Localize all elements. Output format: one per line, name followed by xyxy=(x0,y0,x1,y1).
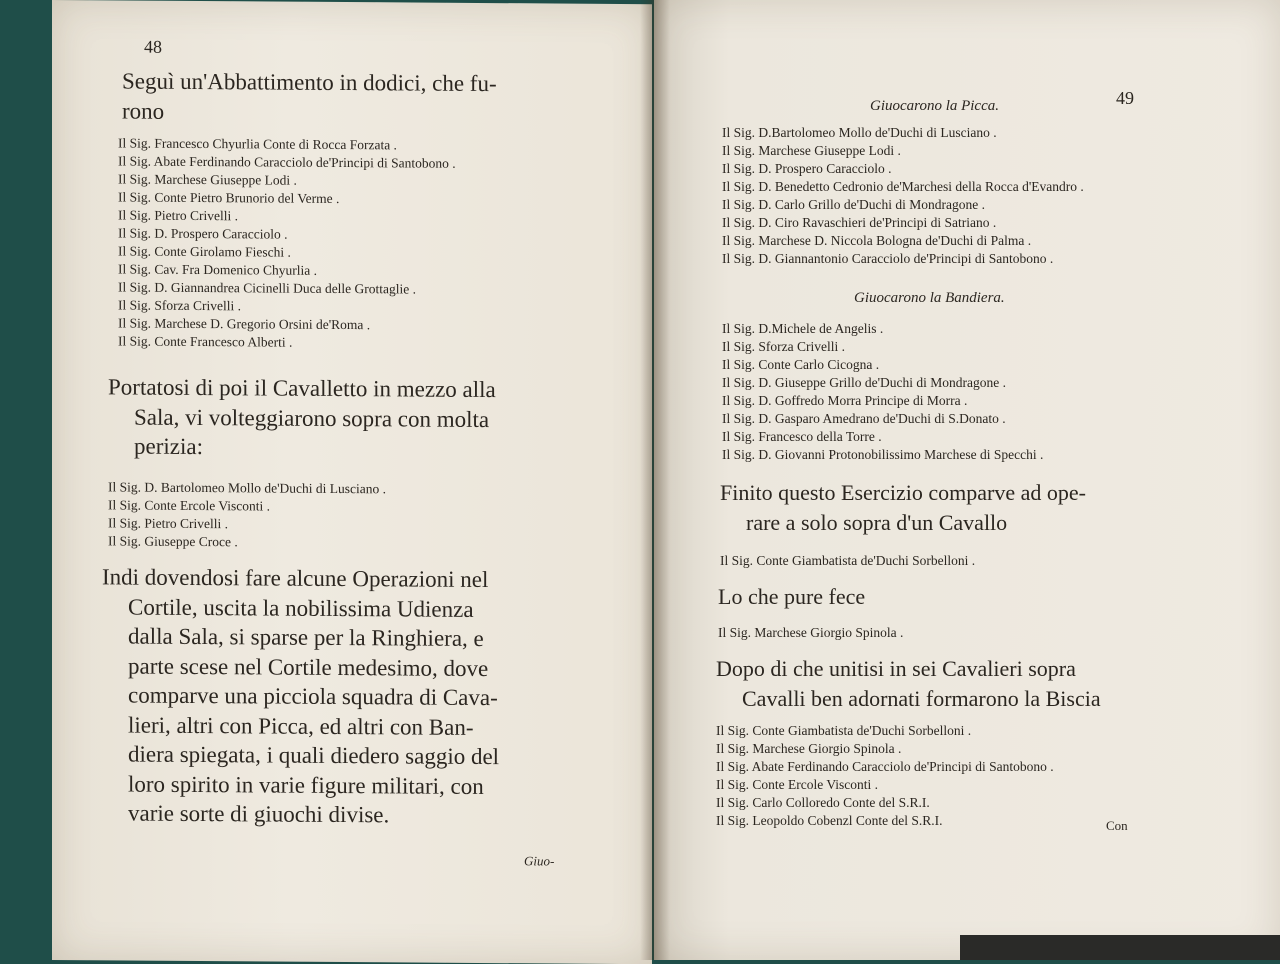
list-item: Il Sig. Marchese D. Niccola Bologna de'Duchi di Palma . xyxy=(722,233,1032,248)
paragraph xyxy=(720,478,1086,537)
paragraph xyxy=(102,562,499,830)
paragraph-line: Dopo di che unitisi in sei Cavalieri sopra xyxy=(716,656,1076,681)
heading-line: rono xyxy=(122,98,165,124)
list-item: Il Sig. D.Michele de Angelis . xyxy=(722,321,884,336)
heading-line: Seguì un'Abbattimento in dodici, che fu- xyxy=(122,68,497,97)
list-item: Il Sig. Pietro Crivelli . xyxy=(108,515,228,532)
list-item: Il Sig. Conte Carlo Cicogna . xyxy=(722,357,880,372)
list-item: Il Sig. Abate Ferdinando Caracciolo de'Principi di Santobono . xyxy=(118,153,456,171)
name-list xyxy=(118,134,456,352)
list-item: Il Sig. Conte Giambatista de'Duchi Sorbelloni . xyxy=(716,723,972,738)
paragraph-line: rare a solo sopra d'un Cavallo xyxy=(746,509,1008,535)
list-item: Il Sig. Marchese D. Gregorio Orsini de'Roma . xyxy=(118,315,371,333)
name-list xyxy=(722,124,1084,268)
paragraph-line: Cavalli ben adornati formarono la Biscia xyxy=(742,685,1101,711)
list-item: Il Sig. Marchese Giuseppe Lodi . xyxy=(722,143,901,158)
list-item: Il Sig. D. Benedetto Cedronio de'Marchesi della Rocca d'Evandro . xyxy=(722,179,1084,194)
paragraph-line: Portatosi di poi il Cavalletto in mezzo alla xyxy=(108,374,496,403)
list-item: Il Sig. D. Carlo Grillo de'Duchi di Mondragone . xyxy=(722,197,986,212)
list-item: Il Sig. Conte Pietro Brunorio del Verme . xyxy=(118,189,340,207)
list-item: Il Sig. D.Bartolomeo Mollo de'Duchi di Lusciano . xyxy=(722,125,997,140)
paragraph-line: loro spirito in varie figure militari, con xyxy=(128,771,484,799)
list-item: Il Sig. D. Ciro Ravaschieri de'Principi di Satriano . xyxy=(722,215,997,230)
list-item: Il Sig. Conte Ercole Visconti . xyxy=(716,777,879,792)
list-item: Il Sig. Cav. Fra Domenico Chyurlia . xyxy=(118,261,317,278)
catchword: Giuo- xyxy=(524,853,555,869)
book-gutter xyxy=(640,0,670,960)
paragraph-line: varie sorte di giuochi divise. xyxy=(128,800,390,828)
paragraph-line: Lo che pure fece xyxy=(718,584,866,609)
list-item: Il Sig. D. Giovanni Protonobilissimo Marchese di Specchi . xyxy=(722,447,1044,462)
list-item: Il Sig. Carlo Colloredo Conte del S.R.I. xyxy=(716,795,930,810)
page-number: 48 xyxy=(144,36,162,57)
paragraph xyxy=(716,654,1101,713)
list-item: Il Sig. Sforza Crivelli . xyxy=(722,339,845,354)
list-item: Il Sig. Francesco Chyurlia Conte di Rocca Forzata . xyxy=(118,135,397,153)
paragraph-line: dalla Sala, si sparse per la Ringhiera, e xyxy=(128,623,484,652)
paragraph xyxy=(718,582,865,612)
list-item: Il Sig. Abate Ferdinando Caracciolo de'Principi di Santobono . xyxy=(716,759,1054,774)
paragraph-line: lieri, altri con Picca, ed altri con Ban- xyxy=(128,712,474,740)
list-item: Il Sig. Giuseppe Croce . xyxy=(108,533,238,550)
list-item: Il Sig. D. Giannantonio Caracciolo de'Principi di Santobono . xyxy=(722,251,1054,266)
page-number: 49 xyxy=(1116,88,1134,108)
list-item: Il Sig. Conte Girolamo Fieschi . xyxy=(118,243,291,260)
left-page xyxy=(52,0,652,964)
paragraph-line: Sala, vi volteggiarono sopra con molta xyxy=(134,404,490,432)
heading xyxy=(122,66,497,129)
paragraph-line: Cortile, uscita la nobilissima Udienza xyxy=(128,594,474,622)
paragraph-line: comparve una picciola squadra di Cava- xyxy=(128,682,498,711)
name-line: Il Sig. Marchese Giorgio Spinola . xyxy=(718,625,904,640)
list-item: Il Sig. Marchese Giuseppe Lodi . xyxy=(118,171,297,188)
name-line: Il Sig. Conte Giambatista de'Duchi Sorbelloni . xyxy=(720,553,976,568)
list-item: Il Sig. D. Goffredo Morra Principe di Morra . xyxy=(722,393,968,408)
paragraph-line: Finito questo Esercizio comparve ad ope- xyxy=(720,480,1086,505)
list-item: Il Sig. Francesco della Torre . xyxy=(722,429,882,444)
paragraph-line: perizia: xyxy=(134,433,203,460)
paragraph-line: diera spiegata, i quali diedero saggio del xyxy=(128,741,500,770)
section-subheading: Giuocarono la Bandiera. xyxy=(854,290,1005,306)
list-item: Il Sig. Pietro Crivelli . xyxy=(118,207,238,224)
paragraph-line: Indi dovendosi fare alcune Operazioni nel xyxy=(102,564,489,593)
list-item: Il Sig. D. Prospero Caracciolo . xyxy=(118,225,288,242)
right-page xyxy=(654,0,1280,960)
list-item: Il Sig. D. Giuseppe Grillo de'Duchi di Mondragone . xyxy=(722,375,1007,390)
list-item: Il Sig. Marchese Giorgio Spinola . xyxy=(716,741,902,756)
page-edge-shadow xyxy=(960,935,1280,960)
list-item: Il Sig. Leopoldo Cobenzl Conte del S.R.I. xyxy=(716,813,943,828)
list-item: Il Sig. D. Bartolomeo Mollo de'Duchi di Lusciano . xyxy=(108,479,387,497)
list-item: Il Sig. Conte Francesco Alberti . xyxy=(118,333,293,350)
list-item: Il Sig. D. Prospero Caracciolo . xyxy=(722,161,892,176)
list-item: Il Sig. Sforza Crivelli . xyxy=(118,297,241,314)
catchword: Con xyxy=(1106,818,1128,833)
name-list xyxy=(716,722,1054,830)
list-item: Il Sig. Conte Ercole Visconti . xyxy=(108,497,271,514)
paragraph-line: parte scese nel Cortile medesimo, dove xyxy=(128,653,489,681)
paragraph xyxy=(108,372,496,463)
name-list xyxy=(722,320,1043,464)
section-subheading: Giuocarono la Picca. xyxy=(870,98,1000,114)
list-item: Il Sig. D. Gasparo Amedrano de'Duchi di S.Donato . xyxy=(722,411,1006,426)
list-item: Il Sig. D. Giannandrea Cicinelli Duca delle Grottaglie . xyxy=(118,279,417,297)
name-list xyxy=(108,478,386,552)
